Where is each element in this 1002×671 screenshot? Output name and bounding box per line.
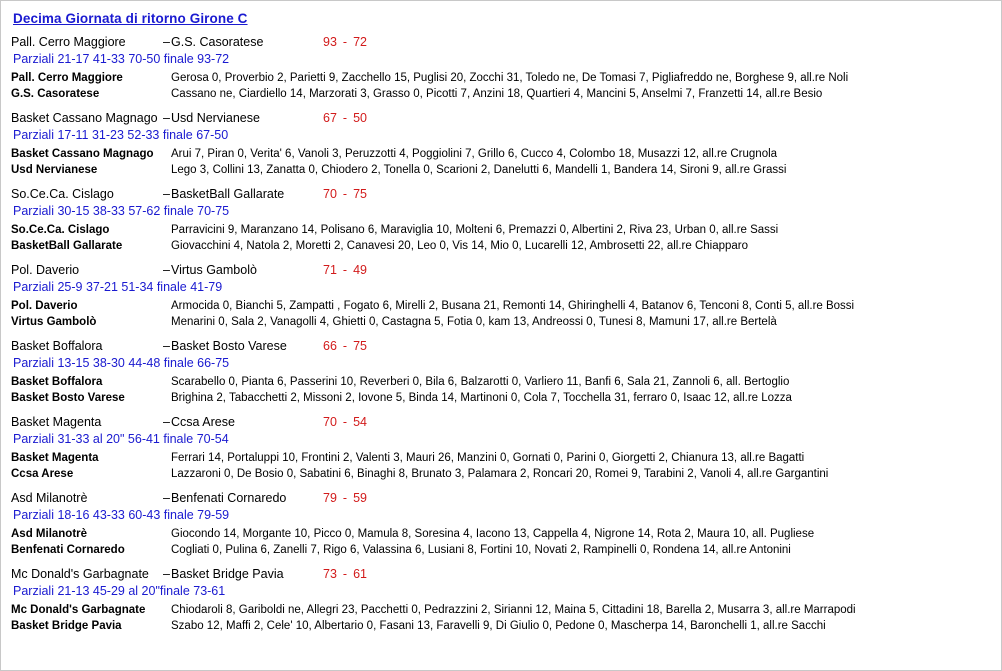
away-team-name: Virtus Gambolò — [171, 263, 257, 277]
home-roster-row — [11, 146, 991, 162]
match-score — [323, 414, 367, 430]
match-parziali: Parziali 21-17 41-33 70-50 finale 93-72 — [13, 52, 230, 66]
away-team-name: Usd Nervianese — [171, 111, 260, 125]
match-score — [323, 186, 367, 202]
away-roster-row — [11, 618, 991, 634]
home-score: 70 — [323, 415, 337, 429]
home-team-name: Mc Donald's Garbagnate — [11, 567, 149, 581]
away-score: 72 — [353, 35, 367, 49]
match-score — [323, 262, 367, 278]
home-roster-row — [11, 298, 991, 314]
separator-dash: – — [163, 111, 170, 125]
home-roster-team: So.Ce.Ca. Cislago — [11, 224, 110, 236]
home-team-name: So.Ce.Ca. Cislago — [11, 187, 114, 201]
away-roster-team: Virtus Gambolò — [11, 316, 97, 328]
home-roster-team: Basket Magenta — [11, 452, 99, 464]
away-roster-players: Giovacchini 4, Natola 2, Moretti 2, Canavesi 20, Leo 0, Vis 14, Mio 0, Lucarelli 12, Ambrosetti 22, all.re Chiapparo — [171, 240, 749, 252]
match-parziali: Parziali 25-9 37-21 51-34 finale 41-79 — [13, 280, 223, 294]
home-team-name: Basket Cassano Magnago — [11, 111, 158, 125]
score-separator: - — [342, 187, 348, 201]
match-block — [11, 262, 991, 330]
away-score: 75 — [353, 339, 367, 353]
match-parziali: Parziali 13-15 38-30 44-48 finale 66-75 — [13, 356, 230, 370]
match-header — [11, 414, 991, 430]
separator-dash: – — [163, 567, 170, 581]
home-team-name: Pol. Daverio — [11, 263, 80, 277]
home-roster-players: Parravicini 9, Maranzano 14, Polisano 6, Maraviglia 10, Molteni 6, Premazzi 0, Albertini 2, Riva 23, Urban 0, all.re Sassi — [171, 224, 779, 236]
away-roster-row — [11, 86, 991, 102]
match-block — [11, 34, 991, 102]
away-roster-row — [11, 314, 991, 330]
away-roster-players: Szabo 12, Maffi 2, Cele' 10, Albertario 0, Fasani 13, Faravelli 9, Di Giulio 0, Pedone 0, Mascherpa 14, Baronchelli 1, all.re Sacchi — [171, 620, 826, 632]
away-roster-team: Basket Bridge Pavia — [11, 620, 122, 632]
away-roster-players: Cassano ne, Ciardiello 14, Marzorati 3, Grasso 0, Picotti 7, Anzini 18, Quartieri 4, Mancini 5, Anselmi 7, Franzetti 14, all.re Besio — [171, 88, 823, 100]
score-separator: - — [342, 111, 348, 125]
home-score: 73 — [323, 567, 337, 581]
home-roster-players: Chiodaroli 8, Gariboldi ne, Allegri 23, Pacchetti 0, Pedrazzini 2, Sirianni 12, Maina 5, Cittadini 18, Barella 2, Musarra 3, all.re Marrapodi — [171, 604, 856, 616]
home-roster-team: Basket Cassano Magnago — [11, 148, 154, 160]
away-score: 50 — [353, 111, 367, 125]
home-team-name: Pall. Cerro Maggiore — [11, 35, 126, 49]
away-team-name: BasketBall Gallarate — [171, 187, 285, 201]
match-score — [323, 110, 367, 126]
home-roster-players: Armocida 0, Bianchi 5, Zampatti , Fogato 6, Mirelli 2, Busana 21, Remonti 14, Ghiringhelli 4, Batanov 6, Tenconi 8, Conti 5, all.re Bossi — [171, 300, 855, 312]
away-roster-team: Usd Nervianese — [11, 164, 98, 176]
match-parziali: Parziali 21-13 45-29 al 20"finale 73-61 — [13, 584, 226, 598]
away-roster-players: Cogliati 0, Pulina 6, Zanelli 7, Rigo 6, Valassina 6, Lusiani 8, Fortini 10, Novati 2, Rampinelli 0, Rondena 14, all.re Antonini — [171, 544, 791, 556]
separator-dash: – — [163, 415, 170, 429]
match-block — [11, 490, 991, 558]
away-roster-row — [11, 390, 991, 406]
score-separator: - — [342, 491, 348, 505]
score-separator: - — [342, 415, 348, 429]
home-roster-players: Ferrari 14, Portaluppi 10, Frontini 2, Valenti 3, Mauri 26, Manzini 0, Gornati 0, Parini 0, Giorgetti 2, Chianura 13, all.re Bagatti — [171, 452, 805, 464]
match-block — [11, 566, 991, 634]
home-team-name: Basket Boffalora — [11, 339, 103, 353]
away-team-name: Basket Bridge Pavia — [171, 567, 284, 581]
away-team-name: Basket Bosto Varese — [171, 339, 287, 353]
away-score: 75 — [353, 187, 367, 201]
away-roster-players: Lazzaroni 0, De Bosio 0, Sabatini 6, Binaghi 8, Brunato 3, Palamara 2, Roncari 20, Romei 9, Tarabini 2, Vanoli 4, all.re Gargantini — [171, 468, 829, 480]
home-score: 66 — [323, 339, 337, 353]
home-roster-team: Pall. Cerro Maggiore — [11, 72, 123, 84]
away-roster-players: Brighina 2, Tabacchetti 2, Missoni 2, Iovone 5, Binda 14, Martinoni 0, Cola 7, Tocchella 31, ferraro 0, Isaac 12, all.re Lozza — [171, 392, 792, 404]
match-score — [323, 490, 367, 506]
match-header — [11, 186, 991, 202]
home-roster-team: Asd Milanotrè — [11, 528, 88, 540]
away-roster-players: Lego 3, Collini 13, Zanatta 0, Chiodero 2, Tonella 0, Scarioni 2, Danelutti 6, Mandelli 1, Bandera 14, Sironi 9, all.re Grassi — [171, 164, 787, 176]
match-parziali: Parziali 31-33 al 20" 56-41 finale 70-54 — [13, 432, 229, 446]
away-roster-team: Ccsa Arese — [11, 468, 74, 480]
home-roster-row — [11, 602, 991, 618]
home-score: 70 — [323, 187, 337, 201]
home-roster-players: Arui 7, Piran 0, Verita' 6, Vanoli 3, Peruzzotti 4, Poggiolini 7, Grillo 6, Cucco 4, Colombo 18, Musazzi 12, all.re Crugnola — [171, 148, 778, 160]
match-header — [11, 338, 991, 354]
home-roster-team: Mc Donald's Garbagnate — [11, 604, 146, 616]
score-separator: - — [342, 567, 348, 581]
match-parziali: Parziali 17-11 31-23 52-33 finale 67-50 — [13, 128, 229, 142]
match-parziali: Parziali 30-15 38-33 57-62 finale 70-75 — [13, 204, 230, 218]
separator-dash: – — [163, 339, 170, 353]
score-separator: - — [342, 339, 348, 353]
home-team-name: Asd Milanotrè — [11, 491, 88, 505]
home-team-name: Basket Magenta — [11, 415, 102, 429]
away-roster-team: G.S. Casoratese — [11, 88, 100, 100]
score-separator: - — [342, 35, 348, 49]
match-block — [11, 110, 991, 178]
away-team-name: Ccsa Arese — [171, 415, 235, 429]
away-roster-row — [11, 542, 991, 558]
home-roster-team: Basket Boffalora — [11, 376, 103, 388]
home-roster-players: Gerosa 0, Proverbio 2, Parietti 9, Zacchello 15, Puglisi 20, Zocchi 31, Toledo ne, De Tomasi 7, Pigliafreddo ne, Borghese 9, all.re Noli — [171, 72, 849, 84]
score-separator: - — [342, 263, 348, 277]
away-roster-players: Menarini 0, Sala 2, Vanagolli 4, Ghietti 0, Castagna 5, Fotia 0, kam 13, Andreossi 0, Tunesi 8, Mamuni 17, all.re Bertelà — [171, 316, 777, 328]
page-title: Decima Giornata di ritorno Girone C — [13, 11, 248, 26]
match-score — [323, 338, 367, 354]
home-roster-row — [11, 374, 991, 390]
home-roster-row — [11, 70, 991, 86]
home-score: 93 — [323, 35, 337, 49]
match-header — [11, 262, 991, 278]
match-score — [323, 566, 367, 582]
home-score: 71 — [323, 263, 337, 277]
separator-dash: – — [163, 491, 170, 505]
home-roster-team: Pol. Daverio — [11, 300, 78, 312]
home-score: 67 — [323, 111, 337, 125]
separator-dash: – — [163, 35, 170, 49]
away-team-name: G.S. Casoratese — [171, 35, 264, 49]
away-roster-team: BasketBall Gallarate — [11, 240, 123, 252]
match-header — [11, 34, 991, 50]
away-roster-team: Basket Bosto Varese — [11, 392, 125, 404]
home-roster-row — [11, 526, 991, 542]
match-parziali: Parziali 18-16 43-33 60-43 finale 79-59 — [13, 508, 230, 522]
away-roster-team: Benfenati Cornaredo — [11, 544, 125, 556]
away-score: 49 — [353, 263, 367, 277]
match-header — [11, 110, 991, 126]
away-score: 61 — [353, 567, 367, 581]
home-roster-row — [11, 450, 991, 466]
home-score: 79 — [323, 491, 337, 505]
home-roster-row — [11, 222, 991, 238]
away-roster-row — [11, 162, 991, 178]
away-roster-row — [11, 238, 991, 254]
away-score: 54 — [353, 415, 367, 429]
match-score — [323, 34, 367, 50]
separator-dash: – — [163, 263, 170, 277]
home-roster-players: Giocondo 14, Morgante 10, Picco 0, Mamula 8, Soresina 4, Iacono 13, Cappella 4, Nigrone 14, Rota 2, Maura 10, all. Pugliese — [171, 528, 815, 540]
match-block — [11, 414, 991, 482]
separator-dash: – — [163, 187, 170, 201]
away-score: 59 — [353, 491, 367, 505]
home-roster-players: Scarabello 0, Pianta 6, Passerini 10, Reverberi 0, Bila 6, Balzarotti 0, Varliero 11, Banfi 6, Sala 21, Zannoli 6, all. Bertoglio — [171, 376, 790, 388]
match-header — [11, 566, 991, 582]
document-body — [1, 1, 1001, 634]
match-block — [11, 186, 991, 254]
away-roster-row — [11, 466, 991, 482]
match-header — [11, 490, 991, 506]
away-team-name: Benfenati Cornaredo — [171, 491, 287, 505]
match-block — [11, 338, 991, 406]
